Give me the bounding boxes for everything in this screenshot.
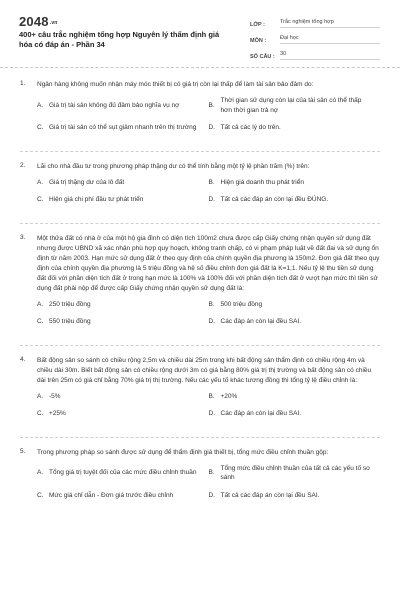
question-1 xyxy=(0,80,400,141)
question-divider xyxy=(20,223,380,224)
meta-row-class xyxy=(250,12,380,28)
question-number: 4. xyxy=(20,355,26,363)
answer-options xyxy=(37,178,380,213)
option-letter: C. xyxy=(37,318,44,325)
option-c[interactable] xyxy=(37,123,209,133)
meta-label: LỚP : xyxy=(250,22,265,28)
question-number: 1. xyxy=(20,80,26,87)
option-text: Giá trị tài sản không đủ đảm bảo nghĩa vụ nợ xyxy=(49,101,180,109)
question-text: Một thửa đất có nhà ở của một hộ gia đình có diện tích 100m2 chưa được cấp Giấy chứng nhận quyền sử dụng đất nhưng được UBND xã xác nhận phù hợp quy hoạch, không tranh chấp, có vi phạm pháp luật về đất đai và sử dụng ổn định từ năm 2003. Hạn mức sử dụng đất ở theo quy định của chính quyền địa phương là 150m2. Đơn giá đất theo quy định của chính quyền địa phương là 5 triệu đồng và hệ số điều chỉnh đơn giá đất là K=1,1. Nếu tỷ lệ thu tiền sử dụng đất đối với phần diện tích đất ở trong hạn mức là 100% và 100% đối với phần diện tích đất ở vượt hạn mức thì tiền sử dụng đất phải nộp để được cấp Giấy chứng nhận quyền sử dụng đất là: xyxy=(37,234,380,292)
option-text: Các đáp án còn lại đều SAI. xyxy=(220,318,302,325)
option-text: Thời gian sử dụng còn lại của tài sản có thể thấp hơn thời gian trả nợ xyxy=(220,97,362,114)
question-text: Ngân hàng không muốn nhận máy móc thiết bị có giá trị còn lại thấp để làm tài sản bảo đảm do: xyxy=(37,81,314,88)
option-text: Tất cả các đáp án còn lại đều ĐÚNG. xyxy=(220,196,329,203)
option-letter: C. xyxy=(37,491,44,499)
question-text: Bất động sản so sánh có chiều rộng 2,5m và chiều dài 25m trong khi bất động sản thẩm định có chiều rộng 4m và chiều dài 30m. Biết bất động sản có chiều rộng dưới 3m có giá bằng 80% giá trị thị trường và bất động sản có chiều dài trên 25m có giá chỉ bằng 70% giá trị thị trường. Nếu các yếu tố khác tương đồng thì tổng tỷ lệ điều chỉnh là: xyxy=(37,356,372,384)
logo-suffix: .vn xyxy=(49,19,58,26)
question-divider xyxy=(20,151,380,152)
option-c[interactable] xyxy=(37,491,209,501)
option-text: 550 triệu đồng xyxy=(49,318,91,325)
meta-value: Đại học xyxy=(280,35,380,44)
meta-box xyxy=(250,12,380,60)
option-d[interactable] xyxy=(209,491,381,501)
option-text: 500 triệu đồng xyxy=(220,300,263,308)
site-logo[interactable] xyxy=(19,14,58,29)
question-text: Trong phương pháp so sánh được sử dụng để thẩm định giá thiết bị, tổng mức điều chỉnh thuần gộp: xyxy=(37,448,329,456)
option-letter: D. xyxy=(208,491,215,499)
option-text: Tổng mức điều chỉnh thuần của tất cả các yếu tố so sánh xyxy=(220,464,370,481)
option-letter: C. xyxy=(37,124,44,131)
option-text: Tất cả các lý do trên. xyxy=(220,124,281,131)
option-text: 250 triệu đồng xyxy=(49,300,91,308)
option-d[interactable] xyxy=(209,409,381,419)
option-c[interactable] xyxy=(37,317,209,327)
option-a[interactable] xyxy=(37,464,209,483)
option-b[interactable] xyxy=(209,300,381,310)
option-text: -5% xyxy=(49,392,61,400)
option-text: Tất cả các đáp án còn lại đều SAI. xyxy=(220,491,320,499)
option-letter: A. xyxy=(37,101,44,109)
question-divider xyxy=(20,345,380,346)
page-title: 400+ câu trắc nghiệm tổng hợp Nguyên lý thẩm định giá hóa có đáp án - Phần 34 xyxy=(19,30,220,49)
meta-row-count xyxy=(250,44,380,60)
logo-text: 2048 xyxy=(19,14,49,29)
question-text: Lãi cho nhà đầu tư trong phương pháp thặng dư có thể tính bằng một tỷ lệ phần trăm (%) trên: xyxy=(37,162,310,170)
option-letter: A. xyxy=(37,469,44,477)
question-4 xyxy=(0,356,400,427)
option-text: Hiện giá chi phí đầu tư phát triển xyxy=(49,196,144,203)
option-letter: B. xyxy=(208,101,215,109)
option-c[interactable] xyxy=(37,195,209,205)
option-text: Giá trị tài sản có thể sụt giảm nhanh trên thị trường xyxy=(49,124,197,131)
option-text: Các đáp án còn lại đều SAI. xyxy=(220,410,302,417)
answer-options xyxy=(37,96,380,141)
option-letter: B. xyxy=(208,300,215,308)
option-a[interactable] xyxy=(37,96,209,115)
option-letter: D. xyxy=(208,124,215,131)
option-letter: B. xyxy=(208,392,215,400)
option-text: +20% xyxy=(220,392,238,400)
answer-options xyxy=(37,464,380,509)
option-letter: B. xyxy=(208,469,215,477)
option-text: Tổng giá trị tuyệt đối của các mức điều chỉnh thuần xyxy=(49,469,197,477)
question-number: 5. xyxy=(20,447,26,455)
option-b[interactable] xyxy=(209,178,381,188)
option-letter: C. xyxy=(37,410,44,417)
option-d[interactable] xyxy=(209,195,381,205)
option-letter: D. xyxy=(208,318,215,325)
answer-options xyxy=(37,392,380,427)
option-d[interactable] xyxy=(209,317,381,327)
option-letter: A. xyxy=(37,392,44,400)
option-letter: A. xyxy=(37,300,44,308)
question-2 xyxy=(0,162,400,213)
option-b[interactable] xyxy=(209,96,381,115)
option-b[interactable] xyxy=(209,392,381,402)
option-a[interactable] xyxy=(37,178,209,188)
header-divider xyxy=(0,67,400,68)
meta-row-subject xyxy=(250,28,380,44)
option-text: +25% xyxy=(49,410,66,417)
option-text: Hiện giá doanh thu phát triển xyxy=(220,178,304,186)
option-letter: C. xyxy=(37,196,44,203)
answer-options xyxy=(37,300,380,335)
option-letter: D. xyxy=(208,196,215,203)
option-letter: A. xyxy=(37,178,44,186)
option-text: Mức giá chỉ dẫn - Đơn giá trước điều chỉnh xyxy=(49,491,174,499)
question-3 xyxy=(0,234,400,335)
option-c[interactable] xyxy=(37,409,209,419)
option-text: Giá trị thặng dư của lô đất xyxy=(49,178,125,186)
meta-label: SỐ CÂU : xyxy=(250,54,275,60)
option-b[interactable] xyxy=(209,464,381,483)
option-a[interactable] xyxy=(37,300,209,310)
meta-value: 30 xyxy=(280,51,380,60)
meta-label: MÔN : xyxy=(250,38,267,44)
question-5 xyxy=(0,448,400,509)
question-list xyxy=(0,80,400,518)
option-letter: B. xyxy=(208,178,215,186)
meta-value: Trắc nghiệm tổng hợp xyxy=(280,19,380,28)
option-a[interactable] xyxy=(37,392,209,402)
question-number: 2. xyxy=(20,161,26,169)
document-header xyxy=(0,0,400,66)
question-number: 3. xyxy=(20,233,26,241)
question-divider xyxy=(20,437,380,438)
option-letter: D. xyxy=(208,410,215,417)
option-d[interactable] xyxy=(209,123,381,133)
